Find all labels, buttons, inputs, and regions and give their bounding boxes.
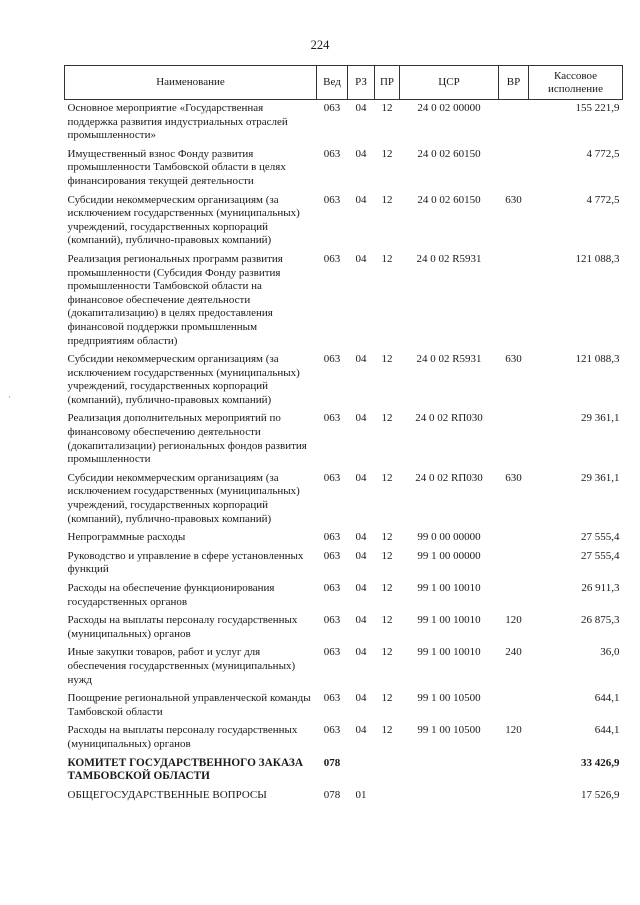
cell-ved: 063 xyxy=(323,531,341,544)
cell-name: Субсидии некоммерческим организациям (за исключением государственных (муниципальных) учреждений, государственных корпораций (компаний), публично-правовых компаний) xyxy=(67,471,300,525)
cell-name: Основное мероприятие «Государственная поддержка развития индустриальных отраслей промышленности» xyxy=(67,102,288,142)
cell-amount: 27 555,4 xyxy=(581,549,620,562)
cell-rz: 04 xyxy=(355,147,367,160)
cell-rz: 04 xyxy=(355,412,367,425)
cell-vr xyxy=(499,755,529,787)
cell-ved: 063 xyxy=(323,353,341,366)
cell-name: Руководство и управление в сфере установленных функций xyxy=(67,549,304,576)
table-body xyxy=(65,100,623,806)
table-row xyxy=(65,146,623,192)
cell-ved: 063 xyxy=(323,193,341,206)
cell-vr xyxy=(499,410,529,469)
cell-name: Расходы на выплаты персоналу государственных (муниципальных) органов xyxy=(67,614,298,640)
cell-rz xyxy=(348,755,375,787)
cell-amount: 26 911,3 xyxy=(581,582,620,594)
cell-rz: 04 xyxy=(355,692,367,705)
cell-csr: 24 0 02 60150 xyxy=(417,147,481,160)
page-number: 224 xyxy=(310,38,330,52)
cell-ved: 063 xyxy=(323,692,341,705)
cell-amount: 121 088,3 xyxy=(575,252,620,265)
table-row xyxy=(65,612,623,644)
cell-csr: 24 0 02 R5931 xyxy=(416,353,482,366)
cell-amount: 17 526,9 xyxy=(581,788,620,801)
cell-pr: 12 xyxy=(381,531,393,544)
cell-vr xyxy=(499,690,529,722)
cell-amount: 36,0 xyxy=(600,646,620,659)
cell-amount: 155 221,9 xyxy=(575,102,620,114)
cell-vr xyxy=(499,146,529,192)
cell-name: Имущественный взнос Фонду развития промышленности Тамбовской области в целях финансирования текущей деятельности xyxy=(67,147,286,187)
cell-amount: 4 772,5 xyxy=(586,193,620,206)
header-vr: ВР xyxy=(499,66,529,100)
cell-vr: 120 xyxy=(505,614,522,627)
cell-name: Субсидии некоммерческим организациям (за исключением государственных (муниципальных) учреждений, государственных корпораций (компаний), публично-правовых компаний) xyxy=(67,193,300,247)
cell-csr: 99 1 00 10010 xyxy=(417,614,481,627)
cell-rz: 04 xyxy=(355,102,367,114)
cell-pr: 12 xyxy=(381,646,393,659)
cell-csr: 24 0 02 RП030 xyxy=(415,412,483,425)
table-row xyxy=(65,722,623,754)
cell-csr: 24 0 02 00000 xyxy=(417,102,481,114)
table-row xyxy=(65,755,623,787)
cell-name: Непрограммные расходы xyxy=(67,531,186,544)
margin-mark: · xyxy=(8,392,11,402)
cell-csr: 99 0 00 00000 xyxy=(417,531,481,544)
table-row xyxy=(65,410,623,469)
cell-csr: 24 0 02 RП030 xyxy=(415,471,483,484)
cell-amount: 26 875,3 xyxy=(581,614,620,627)
cell-amount: 644,1 xyxy=(594,692,620,705)
cell-vr: 630 xyxy=(505,471,522,484)
cell-rz: 04 xyxy=(355,252,367,265)
cell-name: Иные закупки товаров, работ и услуг для обеспечения государственных (муниципальных) нужд xyxy=(67,646,296,686)
cell-csr: 99 1 00 10010 xyxy=(417,582,481,594)
cell-ved: 063 xyxy=(323,646,341,659)
cell-ved: 063 xyxy=(323,471,341,484)
cell-name: Субсидии некоммерческим организациям (за исключением государственных (муниципальных) учреждений, государственных корпораций (компаний), публично-правовых компаний) xyxy=(67,353,300,406)
cell-name: Реализация дополнительных мероприятий по финансовому обеспечению деятельности (докапитализации) региональных фондов развития промышленности xyxy=(67,412,307,466)
header-ved: Вед xyxy=(317,66,348,100)
header-rz: РЗ xyxy=(348,66,375,100)
cell-pr: 12 xyxy=(381,724,393,737)
cell-ved: 078 xyxy=(323,788,341,801)
cell-rz: 04 xyxy=(355,549,367,562)
cell-rz: 04 xyxy=(355,353,367,366)
cell-csr: 99 1 00 10500 xyxy=(417,692,481,705)
cell-pr: 12 xyxy=(381,549,393,562)
table-row xyxy=(65,251,623,351)
cell-pr: 12 xyxy=(381,252,393,265)
cell-name: Поощрение региональной управленческой команды Тамбовской области xyxy=(67,692,311,718)
cell-ved: 078 xyxy=(323,756,341,769)
cell-pr xyxy=(375,755,400,787)
cell-amount: 29 361,1 xyxy=(581,471,620,484)
table-row xyxy=(65,644,623,690)
cell-rz: 04 xyxy=(355,193,367,206)
cell-pr: 12 xyxy=(381,412,393,425)
cell-rz: 04 xyxy=(355,531,367,544)
cell-pr xyxy=(375,787,400,806)
cell-name: Расходы на обеспечение функционирования государственных органов xyxy=(67,582,275,608)
cell-ved: 063 xyxy=(323,102,341,114)
budget-table xyxy=(64,65,623,805)
cell-csr: 99 1 00 10500 xyxy=(417,724,481,737)
cell-amount: 33 426,9 xyxy=(581,756,620,769)
cell-csr: 99 1 00 10010 xyxy=(417,646,481,659)
table-row xyxy=(65,100,623,146)
cell-ved: 063 xyxy=(323,614,341,627)
cell-vr: 240 xyxy=(505,646,522,659)
cell-vr: 630 xyxy=(505,193,522,206)
cell-csr xyxy=(400,787,499,806)
cell-rz: 04 xyxy=(355,724,367,737)
cell-vr xyxy=(499,787,529,806)
cell-name: ОБЩЕГОСУДАРСТВЕННЫЕ ВОПРОСЫ xyxy=(67,788,267,801)
cell-ved: 063 xyxy=(323,724,341,737)
table-row xyxy=(65,351,623,410)
cell-rz: 04 xyxy=(355,471,367,484)
header-pr: ПР xyxy=(375,66,400,100)
cell-pr: 12 xyxy=(381,193,393,206)
cell-amount: 121 088,3 xyxy=(575,353,620,366)
cell-name: Реализация региональных программ развития промышленности (Субсидия Фонду развития промышленности Тамбовской области на финансовое обеспечение деятельности (докапитализацию) в целях предоставления финансовой поддержки промышленным предприятиям области) xyxy=(67,252,283,347)
cell-csr: 99 1 00 00000 xyxy=(417,549,481,562)
table-row xyxy=(65,192,623,251)
cell-pr: 12 xyxy=(381,353,393,366)
cell-pr: 12 xyxy=(381,471,393,484)
table-row xyxy=(65,690,623,722)
cell-pr: 12 xyxy=(381,582,393,594)
cell-vr xyxy=(499,100,529,146)
cell-rz: 04 xyxy=(355,646,367,659)
table-row xyxy=(65,548,623,580)
table-header-row xyxy=(65,66,623,100)
cell-ved: 063 xyxy=(323,582,341,594)
cell-rz: 04 xyxy=(355,582,367,594)
cell-vr xyxy=(499,580,529,612)
cell-vr xyxy=(499,548,529,580)
cell-ved: 063 xyxy=(323,252,341,265)
cell-amount: 644,1 xyxy=(594,724,620,737)
cell-csr: 24 0 02 R5931 xyxy=(416,252,482,265)
header-amount: Кассовое исполнение xyxy=(529,66,623,100)
cell-ved: 063 xyxy=(323,549,341,562)
cell-csr: 24 0 02 60150 xyxy=(417,193,481,206)
cell-rz: 01 xyxy=(355,788,367,801)
cell-amount: 4 772,5 xyxy=(586,147,620,160)
table-row xyxy=(65,529,623,548)
cell-ved: 063 xyxy=(323,412,341,425)
cell-vr: 120 xyxy=(505,724,522,737)
cell-pr: 12 xyxy=(381,147,393,160)
cell-csr xyxy=(400,755,499,787)
cell-pr: 12 xyxy=(381,614,393,627)
cell-name: КОМИТЕТ ГОСУДАРСТВЕННОГО ЗАКАЗА ТАМБОВСКОЙ ОБЛАСТИ xyxy=(67,756,303,783)
table-row xyxy=(65,787,623,806)
cell-ved: 063 xyxy=(323,147,341,160)
header-csr: ЦСР xyxy=(400,66,499,100)
cell-vr xyxy=(499,529,529,548)
cell-amount: 27 555,4 xyxy=(581,531,620,544)
table-row xyxy=(65,580,623,612)
header-name: Наименование xyxy=(65,66,317,100)
cell-amount: 29 361,1 xyxy=(581,412,620,425)
table-row xyxy=(65,470,623,529)
cell-vr: 630 xyxy=(505,353,522,366)
cell-rz: 04 xyxy=(355,614,367,627)
cell-pr: 12 xyxy=(381,102,393,114)
cell-pr: 12 xyxy=(381,692,393,705)
cell-vr xyxy=(499,251,529,351)
cell-name: Расходы на выплаты персоналу государственных (муниципальных) органов xyxy=(67,724,298,750)
